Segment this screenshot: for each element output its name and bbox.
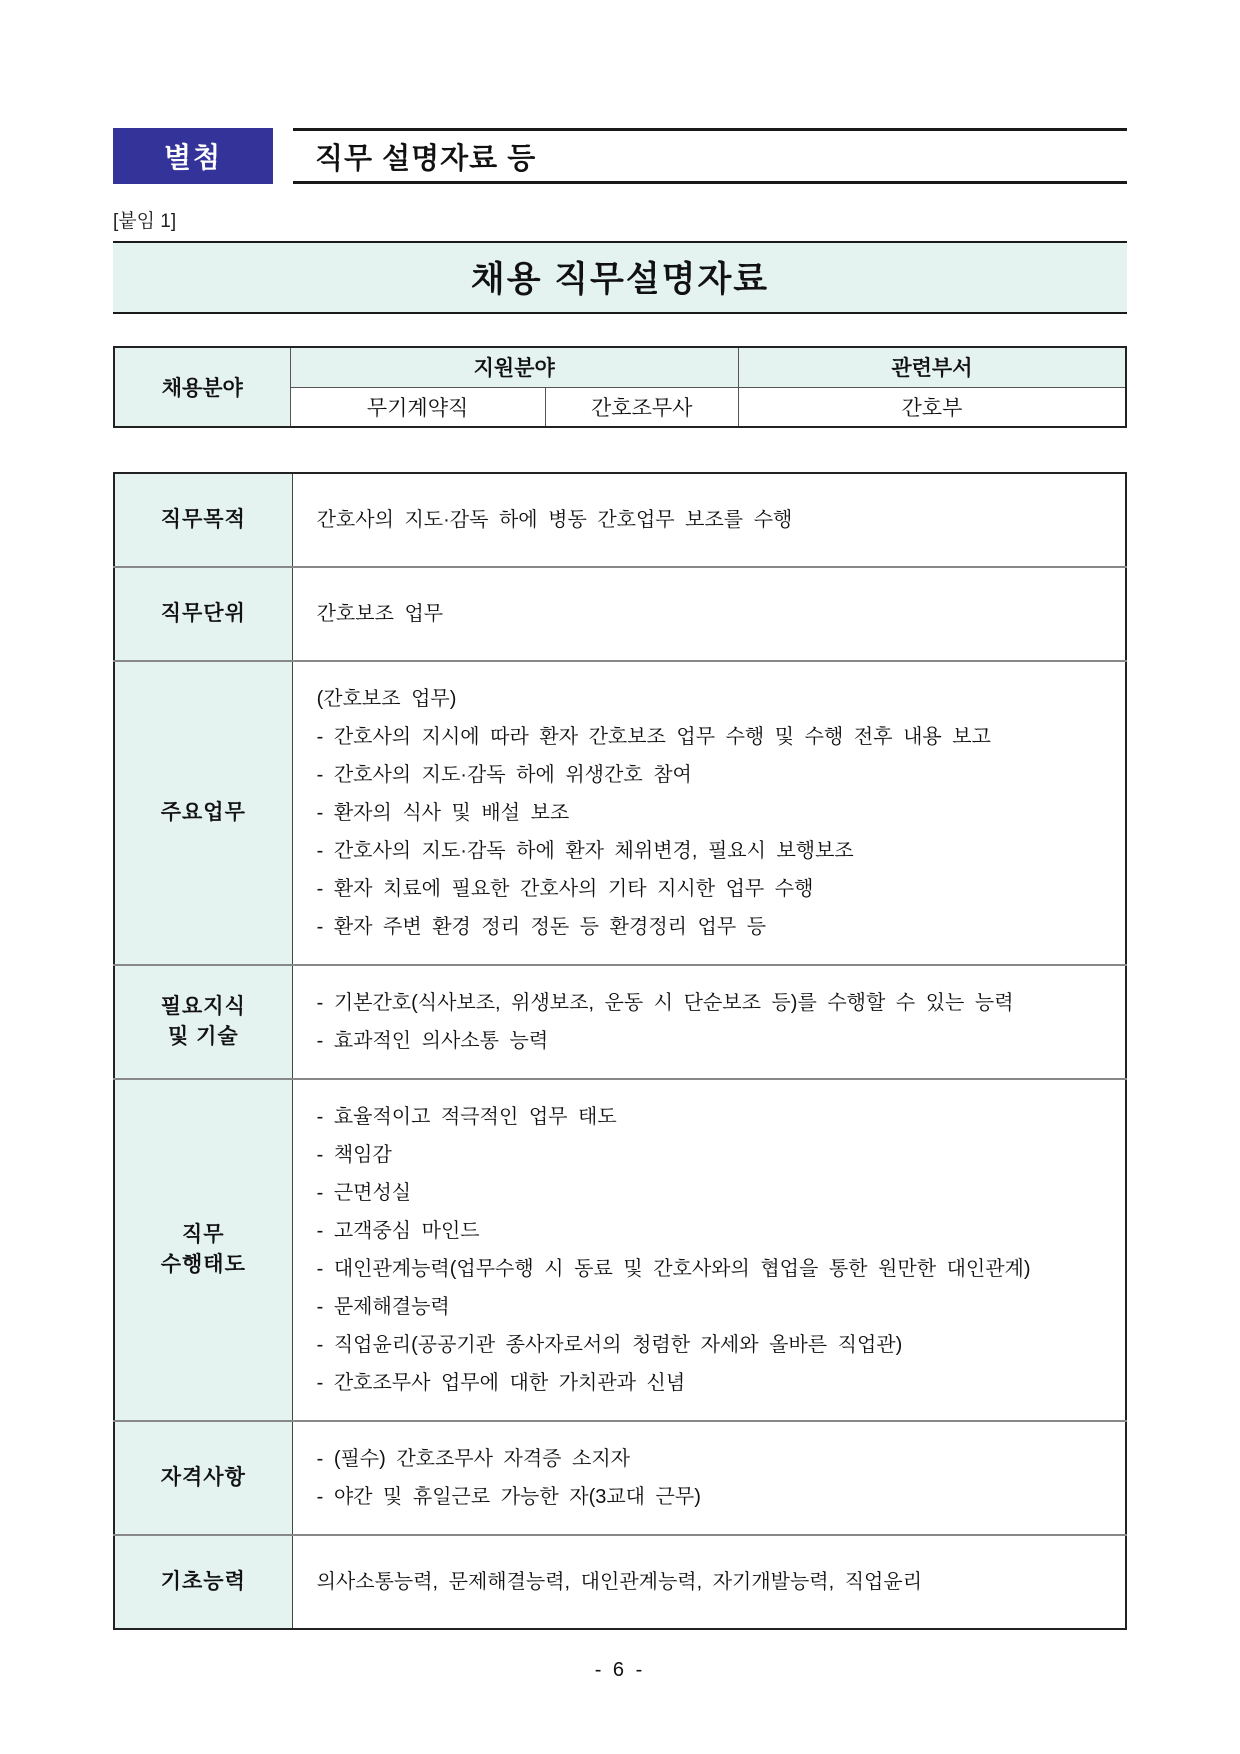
recruit-department-header: 관련부서 (738, 347, 1126, 387)
job-table (113, 472, 1127, 1630)
job-row-label: 직무단위 (114, 567, 292, 661)
page-number: - 6 - (594, 1659, 646, 1681)
recruit-department: 간호부 (738, 387, 1126, 427)
doc-header (113, 0, 1127, 184)
job-row-label: 직무목적 (114, 473, 292, 567)
job-table-row (114, 1535, 1126, 1629)
job-table-body (114, 473, 1126, 1629)
job-table-row (114, 567, 1126, 661)
job-table-row (114, 661, 1126, 965)
job-row-content: - 기본간호(식사보조, 위생보조, 운동 시 단순보조 등)를 수행할 수 있는 능력 - 효과적인 의사소통 능력 (292, 965, 1126, 1079)
doc-header-title: 직무 설명자료 등 (293, 128, 1127, 184)
recruit-position: 간호조무사 (545, 387, 738, 427)
job-row-label: 자격사항 (114, 1421, 292, 1535)
recruit-table-header-row (114, 347, 1126, 387)
recruit-field-header: 지원분야 (290, 347, 738, 387)
job-table-row (114, 1421, 1126, 1535)
attachment-badge: 별첨 (113, 128, 273, 184)
job-row-label: 기초능력 (114, 1535, 292, 1629)
job-row-content: - 효율적이고 적극적인 업무 태도 - 책임감 - 근면성실 - 고객중심 마인드 - 대인관계능력(업무수행 시 동료 및 간호사와의 협업을 통한 원만한 대인관계) - 문제해결능력 - 직업윤리(공공기관 종사자로서의 청렴한 자세와 올바른 직업관) - 간호조무사 업무에 대한 가치관과 신념 (292, 1079, 1126, 1421)
banner-title: 채용 직무설명자료 (470, 260, 770, 299)
recruit-table (113, 346, 1127, 428)
job-row-content: (간호보조 업무) - 간호사의 지시에 따라 환자 간호보조 업무 수행 및 수행 전후 내용 보고 - 간호사의 지도·감독 하에 위생간호 참여 - 환자의 식사 및 배설 보조 - 간호사의 지도·감독 하에 환자 체위변경, 필요시 보행보조 - 환자 치료에 필요한 간호사의 기타 지시한 업무 수행 - 환자 주변 환경 정리 정돈 등 환경정리 업무 등 (292, 661, 1126, 965)
job-row-label: 직무 수행태도 (114, 1079, 292, 1421)
job-table-row (114, 473, 1126, 567)
job-row-content: - (필수) 간호조무사 자격증 소지자 - 야간 및 휴일근로 가능한 자(3교대 근무) (292, 1421, 1126, 1535)
job-row-content: 간호보조 업무 (292, 567, 1126, 661)
job-row-label: 주요업무 (114, 661, 292, 965)
job-table-row (114, 1079, 1126, 1421)
recruit-category-header: 채용분야 (114, 347, 290, 427)
attachment-label: [붙임 1] (113, 211, 177, 232)
job-table-row (114, 965, 1126, 1079)
job-row-content: 의사소통능력, 문제해결능력, 대인관계능력, 자기개발능력, 직업윤리 (292, 1535, 1126, 1629)
banner (113, 241, 1127, 314)
recruit-contract-type: 무기계약직 (290, 387, 545, 427)
job-row-content: 간호사의 지도·감독 하에 병동 간호업무 보조를 수행 (292, 473, 1126, 567)
job-row-label: 필요지식 및 기술 (114, 965, 292, 1079)
